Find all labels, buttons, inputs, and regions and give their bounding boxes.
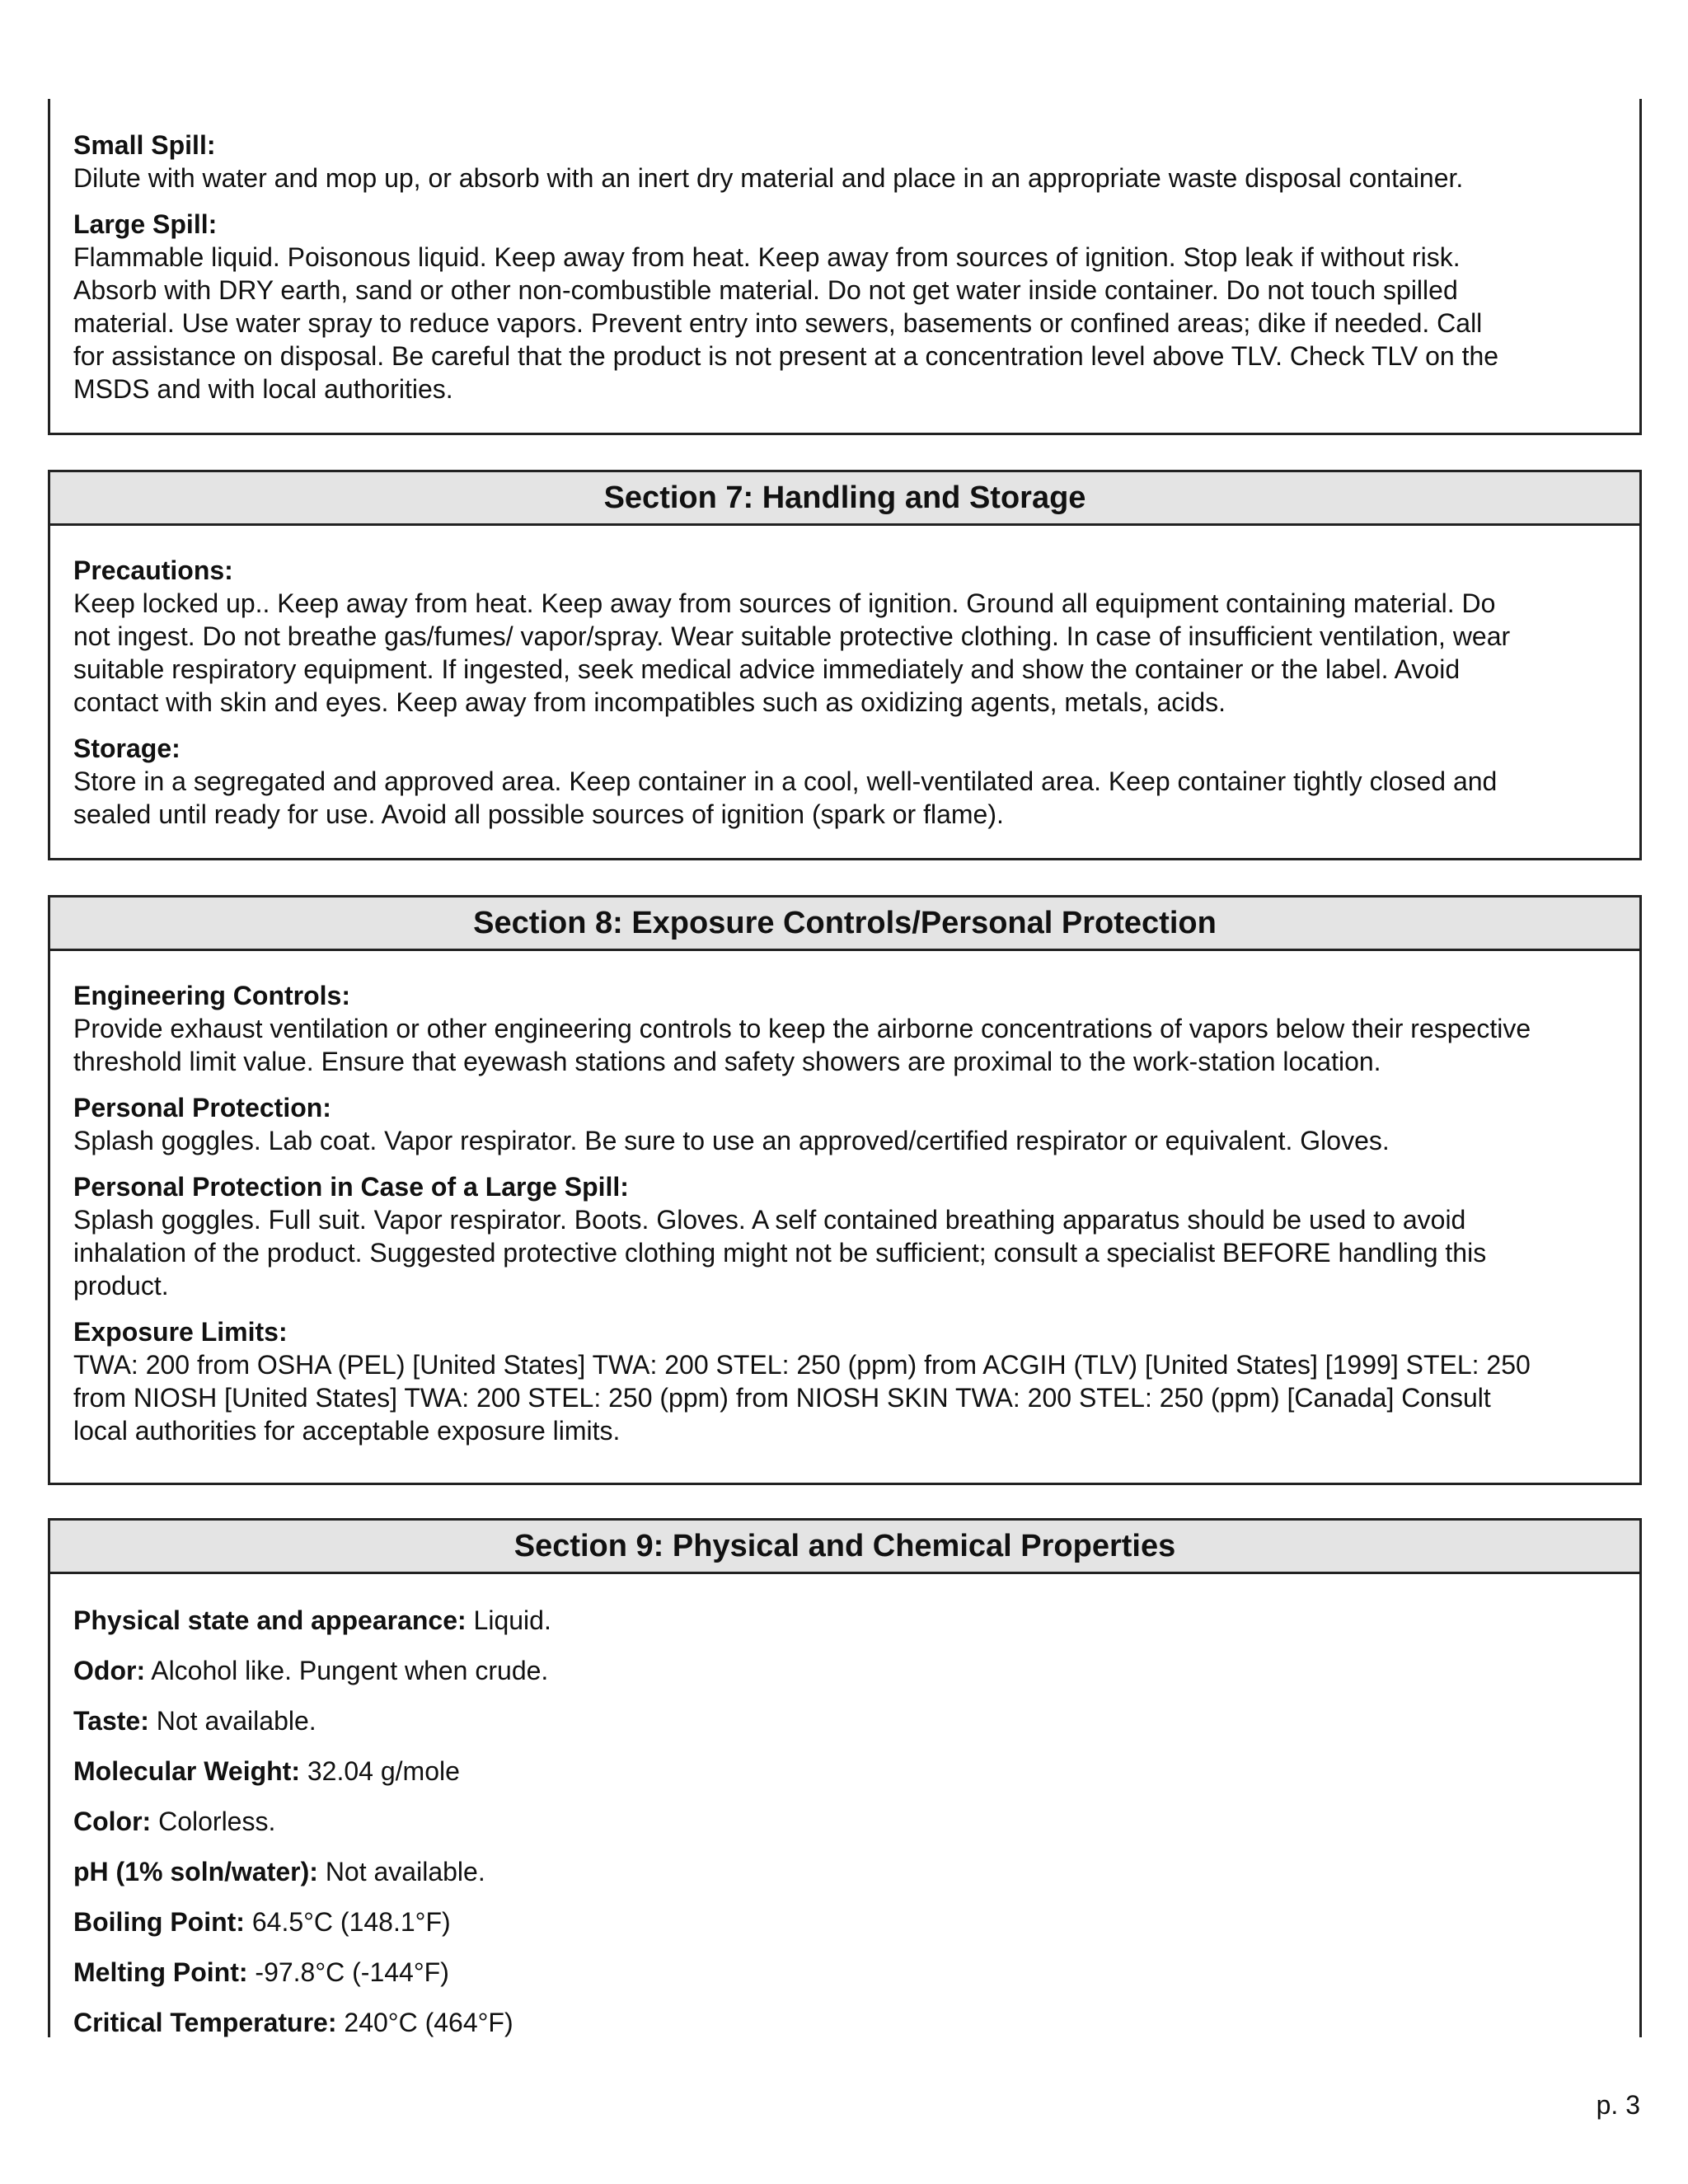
large-spill-line-3: material. Use water spray to reduce vapors. Prevent entry into sewers, basements or confined areas; dike if needed. Call (73, 308, 1483, 338)
section-7-body (50, 526, 1639, 860)
property-key: Odor: (73, 1656, 146, 1685)
property-key: Critical Temperature: (73, 2008, 337, 2037)
engineering-controls-line-2: threshold limit value. Ensure that eyewash stations and safety showers are proximal to the work-station location. (73, 1047, 1381, 1076)
property-value: -97.8°C (-144°F) (255, 1957, 449, 1987)
large-spill-label: Large Spill: (73, 209, 218, 239)
exposure-limits-line-2: from NIOSH [United States] TWA: 200 STEL: 250 (ppm) from NIOSH SKIN TWA: 200 STEL: 250 (ppm) [Canada] Consult (73, 1383, 1491, 1413)
engineering-controls-line-1: Provide exhaust ventilation or other engineering controls to keep the airborne concentrations of vapors below their respective (73, 1014, 1531, 1043)
property-key: Melting Point: (73, 1957, 248, 1987)
large-spill-line-5: MSDS and with local authorities. (73, 374, 453, 404)
section-9-title: Section 9: Physical and Chemical Properties (50, 1521, 1639, 1574)
precautions-label: Precautions: (73, 555, 233, 585)
property-key: Molecular Weight: (73, 1756, 300, 1786)
property-row (73, 1755, 1616, 1788)
engineering-controls-label: Engineering Controls: (73, 981, 350, 1010)
small-spill-label: Small Spill: (73, 130, 216, 160)
property-row (73, 1905, 1616, 1938)
storage-block (73, 732, 1616, 831)
personal-protection-label: Personal Protection: (73, 1093, 331, 1122)
personal-protection-block (73, 1091, 1616, 1157)
engineering-controls-block (73, 979, 1616, 1078)
storage-line-2: sealed until ready for use. Avoid all possible sources of ignition (spark or flame). (73, 799, 1004, 829)
section-8-body (50, 951, 1639, 1477)
small-spill-block (73, 129, 1616, 194)
exposure-limits-line-1: TWA: 200 from OSHA (PEL) [United States] TWA: 200 STEL: 250 (ppm) from ACGIH (TLV) [United States] [1999] STEL: 250 (73, 1350, 1531, 1380)
property-row (73, 1805, 1616, 1838)
property-value: 64.5°C (148.1°F) (251, 1907, 451, 1937)
large-spill-protection-line-1: Splash goggles. Full suit. Vapor respirator. Boots. Gloves. A self contained breathing apparatus should be used to avoid (73, 1205, 1466, 1235)
section-9-body (50, 1574, 1639, 2073)
small-spill-text: Dilute with water and mop up, or absorb with an inert dry material and place in an appropriate waste disposal container. (73, 163, 1464, 193)
property-key: Taste: (73, 1706, 149, 1736)
section-8 (48, 895, 1642, 1485)
large-spill-block (73, 208, 1616, 405)
property-value: 240°C (464°F) (344, 2008, 513, 2037)
section-6-body (50, 99, 1639, 435)
large-spill-line-2: Absorb with DRY earth, sand or other non-combustible material. Do not get water inside container. Do not touch spilled (73, 275, 1458, 305)
section-7 (48, 470, 1642, 860)
property-value: Not available. (325, 1857, 485, 1886)
page-number: p. 3 (1596, 2090, 1640, 2120)
property-row (73, 1855, 1616, 1888)
property-key: pH (1% soln/water): (73, 1857, 318, 1886)
large-spill-protection-block (73, 1170, 1616, 1302)
property-row (73, 1604, 1616, 1637)
property-row (73, 1704, 1616, 1737)
property-value: Colorless. (158, 1807, 276, 1836)
large-spill-protection-label: Personal Protection in Case of a Large Spill: (73, 1172, 629, 1202)
exposure-limits-block (73, 1315, 1616, 1447)
storage-line-1: Store in a segregated and approved area. Keep container in a cool, well-ventilated area. Keep container tightly closed and (73, 766, 1498, 796)
large-spill-protection-line-3: product. (73, 1271, 169, 1301)
property-value: Not available. (156, 1706, 316, 1736)
property-key: Boiling Point: (73, 1907, 245, 1937)
section-8-title: Section 8: Exposure Controls/Personal Protection (50, 898, 1639, 951)
precautions-line-1: Keep locked up.. Keep away from heat. Keep away from sources of ignition. Ground all equipment containing material. Do (73, 588, 1496, 618)
property-key: Color: (73, 1807, 152, 1836)
personal-protection-text: Splash goggles. Lab coat. Vapor respirator. Be sure to use an approved/certified respirator or equivalent. Gloves. (73, 1126, 1390, 1155)
storage-label: Storage: (73, 733, 181, 763)
property-value: Liquid. (473, 1605, 551, 1635)
property-row (73, 1654, 1616, 1687)
property-value: 32.04 g/mole (307, 1756, 460, 1786)
property-row (73, 2006, 1616, 2039)
section-6-continued (48, 99, 1642, 435)
property-key: Physical state and appearance: (73, 1605, 467, 1635)
precautions-line-2: not ingest. Do not breathe gas/fumes/ vapor/spray. Wear suitable protective clothing. In case of insufficient ventilation, wear (73, 621, 1511, 651)
exposure-limits-label: Exposure Limits: (73, 1317, 288, 1347)
property-value: Alcohol like. Pungent when crude. (151, 1656, 549, 1685)
large-spill-line-1: Flammable liquid. Poisonous liquid. Keep away from heat. Keep away from sources of ignition. Stop leak if without risk. (73, 242, 1461, 272)
precautions-line-4: contact with skin and eyes. Keep away from incompatibles such as oxidizing agents, metals, acids. (73, 687, 1226, 717)
large-spill-protection-line-2: inhalation of the product. Suggested protective clothing might not be sufficient; consult a specialist BEFORE handling this (73, 1238, 1487, 1268)
precautions-block (73, 554, 1616, 719)
exposure-limits-line-3: local authorities for acceptable exposure limits. (73, 1416, 621, 1446)
section-7-title: Section 7: Handling and Storage (50, 472, 1639, 526)
precautions-line-3: suitable respiratory equipment. If ingested, seek medical advice immediately and show the container or the label. Avoid (73, 654, 1461, 684)
large-spill-line-4: for assistance on disposal. Be careful that the product is not present at a concentration level above TLV. Check TLV on the (73, 341, 1499, 371)
section-9 (48, 1518, 1642, 2037)
property-row (73, 1956, 1616, 1989)
